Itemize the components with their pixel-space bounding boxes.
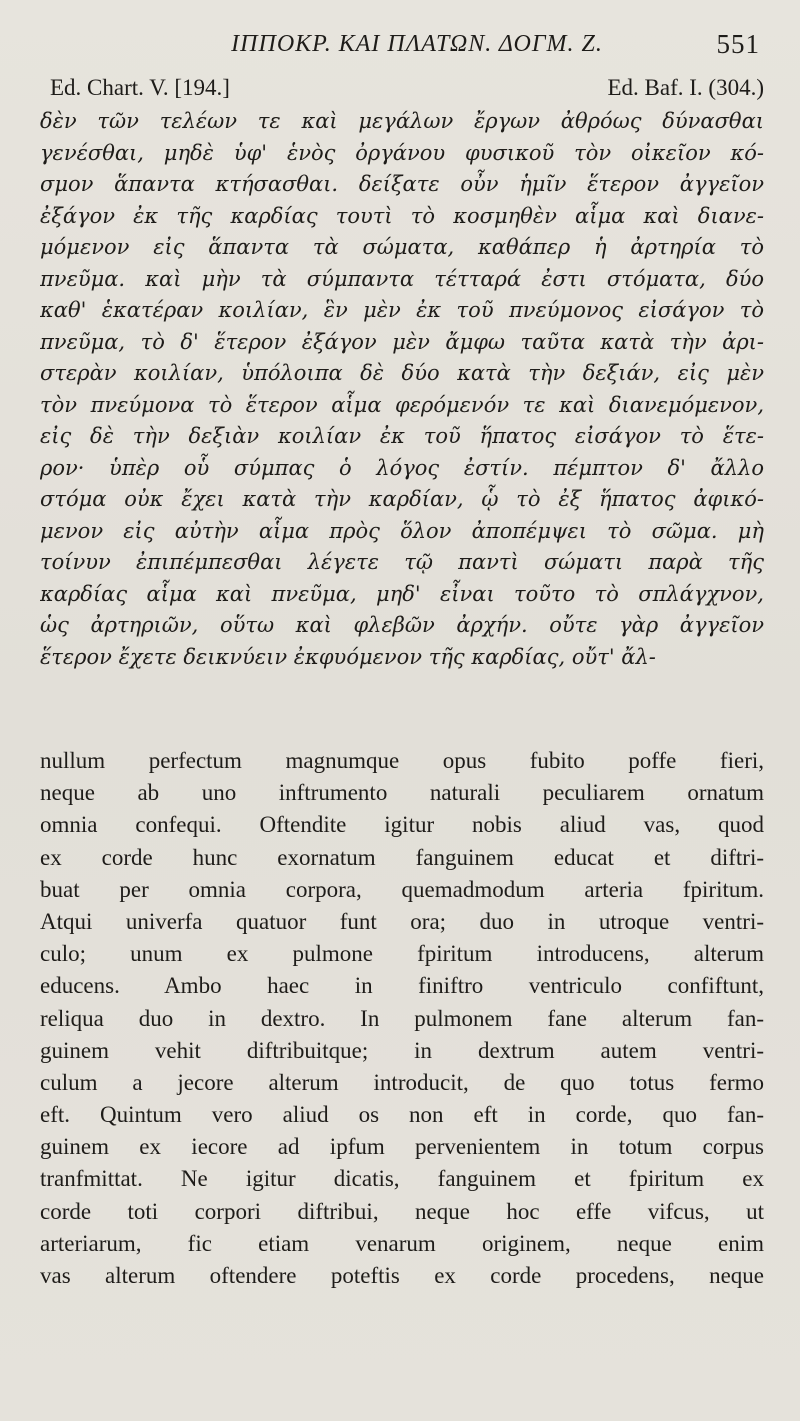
greek-line: ρον· ὑπὲρ οὗ σύμπας ὁ λόγος ἐστίν. πέμπτον δ' ἄλλο xyxy=(40,455,764,480)
greek-line: καρδίας αἷμα καὶ πνεῦμα, μηδ' εἶναι τοῦτο τὸ σπλάγχνον, xyxy=(40,581,764,606)
greek-line: μόμενον εἰς ἅπαντα τὰ σώματα, καθάπερ ἡ ἀρτηρία τὸ xyxy=(40,235,764,259)
greek-line: γενέσθαι, μηδὲ ὑφ' ἑνὸς ὀργάνου φυσικοῦ τὸν οἰκεῖον κό- xyxy=(40,140,764,165)
running-head-title: ΙΠΠΟΚΡ. ΚΑΙ ΠΛΑΤΩΝ. ΔΟΓΜ. Ζ. xyxy=(231,31,603,57)
latin-line: tranfmittat. Ne igitur dicatis, fanguinem et fpiritum ex xyxy=(40,1166,764,1192)
latin-line: nullum perfectum magnumque opus fubito poffe fieri, xyxy=(40,748,764,773)
latin-line: culum a jecore alterum introducit, de quo totus fermo xyxy=(40,1069,764,1095)
latin-line: culo; unum ex pulmone fpiritum introducens, alterum xyxy=(40,941,764,967)
greek-line: καθ' ἑκατέραν κοιλίαν, ἓν μὲν ἐκ τοῦ πνεύμονος εἰσάγον τὸ xyxy=(40,298,764,322)
greek-line: τὸν πνεύμονα τὸ ἕτερον αἷμα φερόμενόν τε καὶ διανεμόμενον, xyxy=(40,392,764,417)
latin-line: guinem ex iecore ad ipfum pervenientem in totum corpus xyxy=(40,1134,764,1160)
latin-line: buat per omnia corpora, quemadmodum arteria fpiritum. xyxy=(40,876,764,902)
greek-line: ὡς ἀρτηριῶν, οὕτω καὶ φλεβῶν ἀρχήν. οὔτε γὰρ ἀγγεῖον xyxy=(40,613,764,637)
greek-line: στερὰν κοιλίαν, ὑπόλοιπα δὲ δύο κατὰ τὴν δεξιάν, εἰς μὲν xyxy=(40,361,764,385)
latin-line: arteriarum, fic etiam venarum originem, neque enim xyxy=(40,1230,764,1256)
edition-reference-line xyxy=(40,70,764,106)
column-gap xyxy=(40,673,764,745)
latin-line: Atqui univerfa quatuor funt ora; duo in utroque ventri- xyxy=(40,908,764,934)
greek-line: στόμα οὐκ ἔχει κατὰ τὴν καρδίαν, ᾧ τὸ ἐξ ἥπατος ἀφικό- xyxy=(40,487,764,511)
greek-line: σμον ἅπαντα κτήσασθαι. δείξατε οὖν ἡμῖν ἕτερον ἀγγεῖον xyxy=(40,172,764,196)
latin-line: ex corde hunc exornatum fanguinem educat et diftri- xyxy=(40,844,764,870)
latin-line: eft. Quintum vero aliud os non eft in corde, quo fan- xyxy=(40,1102,764,1128)
greek-text-block xyxy=(40,106,764,673)
edition-reference-left: Ed. Chart. V. [194.] xyxy=(50,75,230,100)
running-head xyxy=(40,22,764,70)
greek-line: εἰς δὲ τὴν δεξιὰν κοιλίαν ἐκ τοῦ ἥπατος εἰσάγον τὸ ἕτε- xyxy=(40,424,764,448)
greek-line: πνεῦμα, τὸ δ' ἕτερον ἐξάγον μὲν ἄμφω ταῦτα κατὰ τὴν ἀρι- xyxy=(40,329,764,354)
latin-line: educens. Ambo haec in finiftro ventriculo confiftunt, xyxy=(40,973,764,999)
edition-reference-right: Ed. Baf. I. (304.) xyxy=(607,75,764,100)
latin-line: omnia confequi. Oftendite igitur nobis aliud vas, quod xyxy=(40,812,764,838)
latin-text-block xyxy=(40,745,764,1292)
page-number: 551 xyxy=(716,29,760,59)
greek-line: ἕτερον ἔχετε δεικνύειν ἐκφυόμενον τῆς καρδίας, οὔτ' ἄλ- xyxy=(40,644,656,669)
latin-line: reliqua duo in dextro. In pulmonem fane alterum fan- xyxy=(40,1005,764,1031)
greek-line: ἐξάγον ἐκ τῆς καρδίας τουτὶ τὸ κοσμηθὲν αἷμα καὶ διανε- xyxy=(40,203,764,228)
greek-line: μενον εἰς αὐτὴν αἷμα πρὸς ὅλον ἀποπέμψει τὸ σῶμα. μὴ xyxy=(40,518,764,543)
latin-line: vas alterum oftendere poteftis ex corde procedens, neque xyxy=(40,1263,764,1288)
latin-line: neque ab uno inftrumento naturali peculiarem ornatum xyxy=(40,780,764,806)
greek-line: δὲν τῶν τελέων τε καὶ μεγάλων ἔργων ἀθρόως δύνασθαι xyxy=(40,109,764,133)
latin-line: corde toti corpori diftribui, neque hoc effe vifcus, ut xyxy=(40,1198,764,1224)
latin-line: guinem vehit diftribuitque; in dextrum autem ventri- xyxy=(40,1037,764,1063)
greek-line: τοίνυν ἐπιπέμπεσθαι λέγετε τῷ παντὶ σώματι παρὰ τῆς xyxy=(40,550,764,574)
greek-line: πνεῦμα. καὶ μὴν τὰ σύμπαντα τέτταρά ἐστι στόματα, δύο xyxy=(40,266,764,291)
